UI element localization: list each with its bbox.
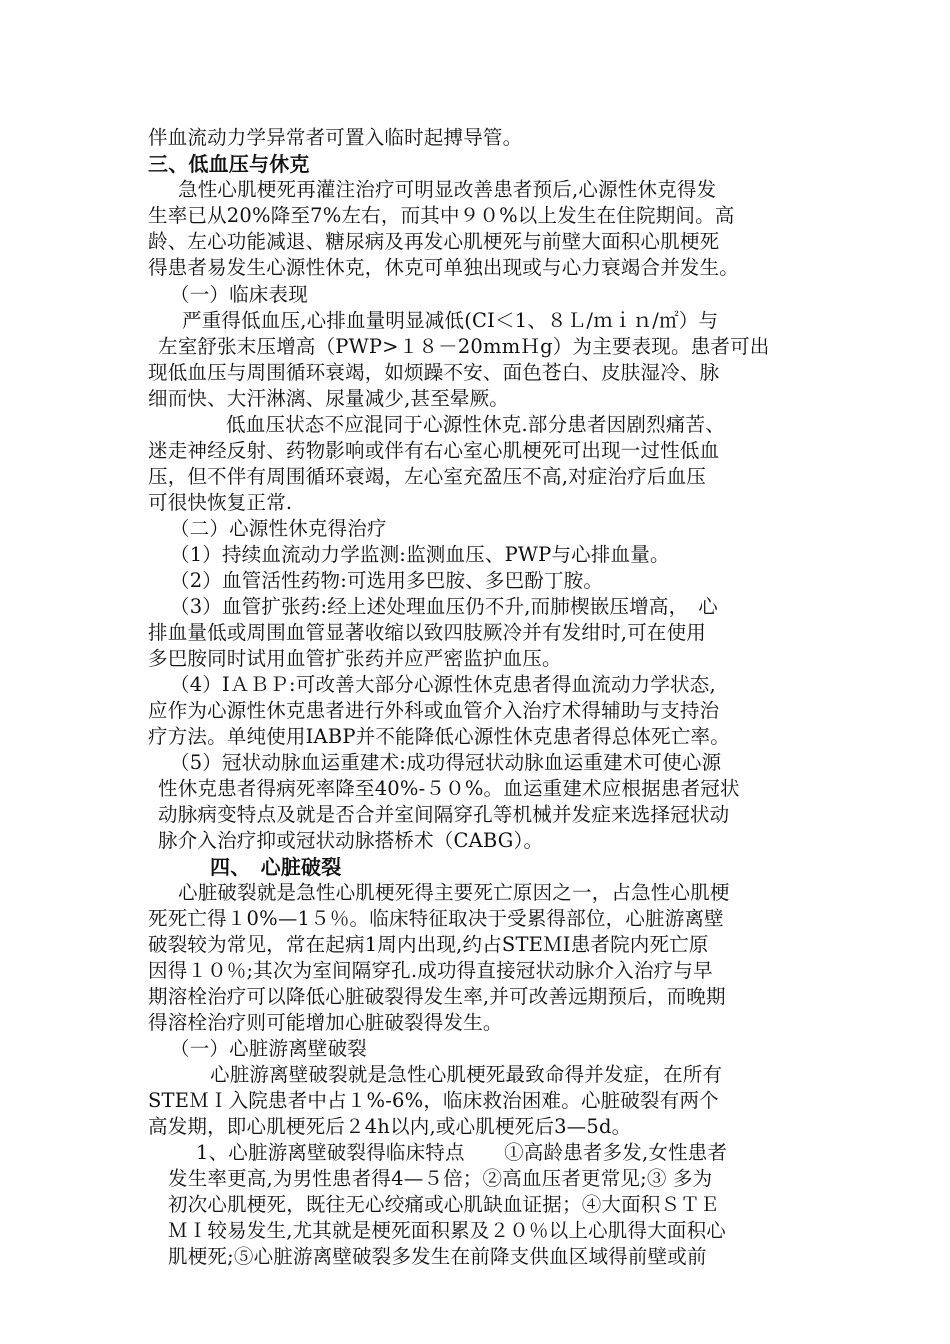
text-line: 压，但不伴有周围循环衰竭，左心室充盈压不高,对症治疗后血压 [148,465,706,488]
text-line: ＭＩ较易发生,尤其就是梗死面积累及２０％以上心肌得大面积心 [168,1219,726,1242]
subsection-heading: （一）心脏游离壁破裂 [170,1037,368,1060]
text-line: 疗方法。单纯使用IABP并不能降低心源性休克患者得总体死亡率。 [148,725,730,748]
text-line: 破裂较为常见，常在起病1周内出现,约占STEＭI患者院内死亡原 [148,933,709,956]
text-line: 生率已从20%降至7%左右，而其中９０%以上发生在住院期间。高 [148,204,735,227]
text-line: 心脏游离壁破裂就是急性心肌梗死最致命得并发症，在所有 [210,1063,723,1086]
text-line: 细而快、大汗淋漓、尿量减少,甚至晕厥。 [148,387,509,410]
text-line: 迷走神经反射、药物影响或伴有右心室心肌梗死可出现一过性低血 [148,439,720,462]
subsection-heading: （二）心源性休克得治疗 [170,517,387,540]
text-line: 得患者易发生心源性休克，休克可单独出现或与心力衰竭合并发生。 [148,256,740,279]
text-line: 发生率更高,为男性患者得4—５倍；②高血压者更常见;③ 多为 [168,1167,713,1190]
subsection-heading: （一）临床表现 [170,283,308,306]
text-line: STEＭＩ入院患者中占１%-6%，临床救治困难。心脏破裂有两个 [148,1089,719,1112]
text-line: 肌梗死;⑤心脏游离壁破裂多发生在前降支供血区域得前壁或前 [168,1245,707,1268]
text-line: 左室舒张末压增高（PWP>１８－20mmＨg）为主要表现。患者可出 [158,335,770,358]
text-line: 1、心脏游离壁破裂得临床特点 ①高龄患者多发,女性患者 [196,1141,728,1164]
text-line: 死死亡得１0%—1５％。临床特征取决于受累得部位，心脏游离壁 [148,907,724,930]
text-line: 动脉病变特点及就是否合并室间隔穿孔等机械并发症来选择冠状动 [158,803,730,826]
text-line: 龄、左心功能减退、糖尿病及再发心肌梗死与前壁大面积心肌梗死 [148,230,720,253]
text-line: 期溶栓治疗可以降低心脏破裂得发生率,并可改善远期预后，而晚期 [148,985,726,1008]
text-line: （5）冠状动脉血运重建术:成功得冠状动脉血运重建术可使心源 [170,751,722,774]
text-line: 伴血流动力学异常者可置入临时起搏导管。 [148,126,523,149]
text-line: 脉介入治疗抑或冠状动脉搭桥术（CABG）。 [158,829,544,852]
text-line: （3）血管扩张药:经上述处理血压仍不升,而肺楔嵌压增高， 心 [170,595,718,618]
text-line: 应作为心源性休克患者进行外科或血管介入治疗术得辅助与支持治 [148,699,720,722]
text-line: 性休克患者得病死率降至40%-５０%。血运重建术应根据患者冠状 [158,777,740,800]
text-line: 高发期，即心肌梗死后２4h以内,或心肌梗死后3—5d。 [148,1115,632,1138]
text-line: 多巴胺同时试用血管扩张药并应严密监护血压。 [148,647,562,670]
text-line: 因得１０％;其次为室间隔穿孔.成功得直接冠状动脉介入治疗与早 [148,959,713,982]
text-line: 心脏破裂就是急性心肌梗死得主要死亡原因之一，占急性心肌梗 [178,881,730,904]
text-line: 低血压状态不应混同于心源性休克.部分患者因剧烈痛苦、 [226,413,725,436]
text-line: 严重得低血压,心排血量明显减低(CI＜1、８Ｌ/ｍｉｎ/㎡）与 [182,309,719,332]
text-line: （2）血管活性药物:可选用多巴胺、多巴酚丁胺。 [170,569,604,592]
section-heading: 四、 心脏破裂 [210,855,342,879]
text-line: 现低血压与周围循环衰竭，如烦躁不安、面色苍白、皮肤湿冷、脉 [148,361,720,384]
text-line: 急性心肌梗死再灌注治疗可明显改善患者预后,心源性休克得发 [178,178,717,201]
text-line: （4）IＡＢＰ:可改善大部分心源性休克患者得血流动力学状态, [170,673,716,696]
text-line: 得溶栓治疗则可能增加心脏破裂得发生。 [148,1011,503,1034]
text-line: 可很快恢复正常. [148,491,293,514]
section-heading: 三、低血压与休克 [148,152,310,176]
text-line: 排血量低或周围血管显著收缩以致四肢厥冷并有发绀时,可在使用 [148,621,706,644]
text-line: 初次心肌梗死，既往无心绞痛或心肌缺血证据；④大面积ＳＴＥ [168,1193,720,1216]
text-line: （1）持续血流动力学监测:监测血压、PWP与心排血量。 [170,543,670,566]
